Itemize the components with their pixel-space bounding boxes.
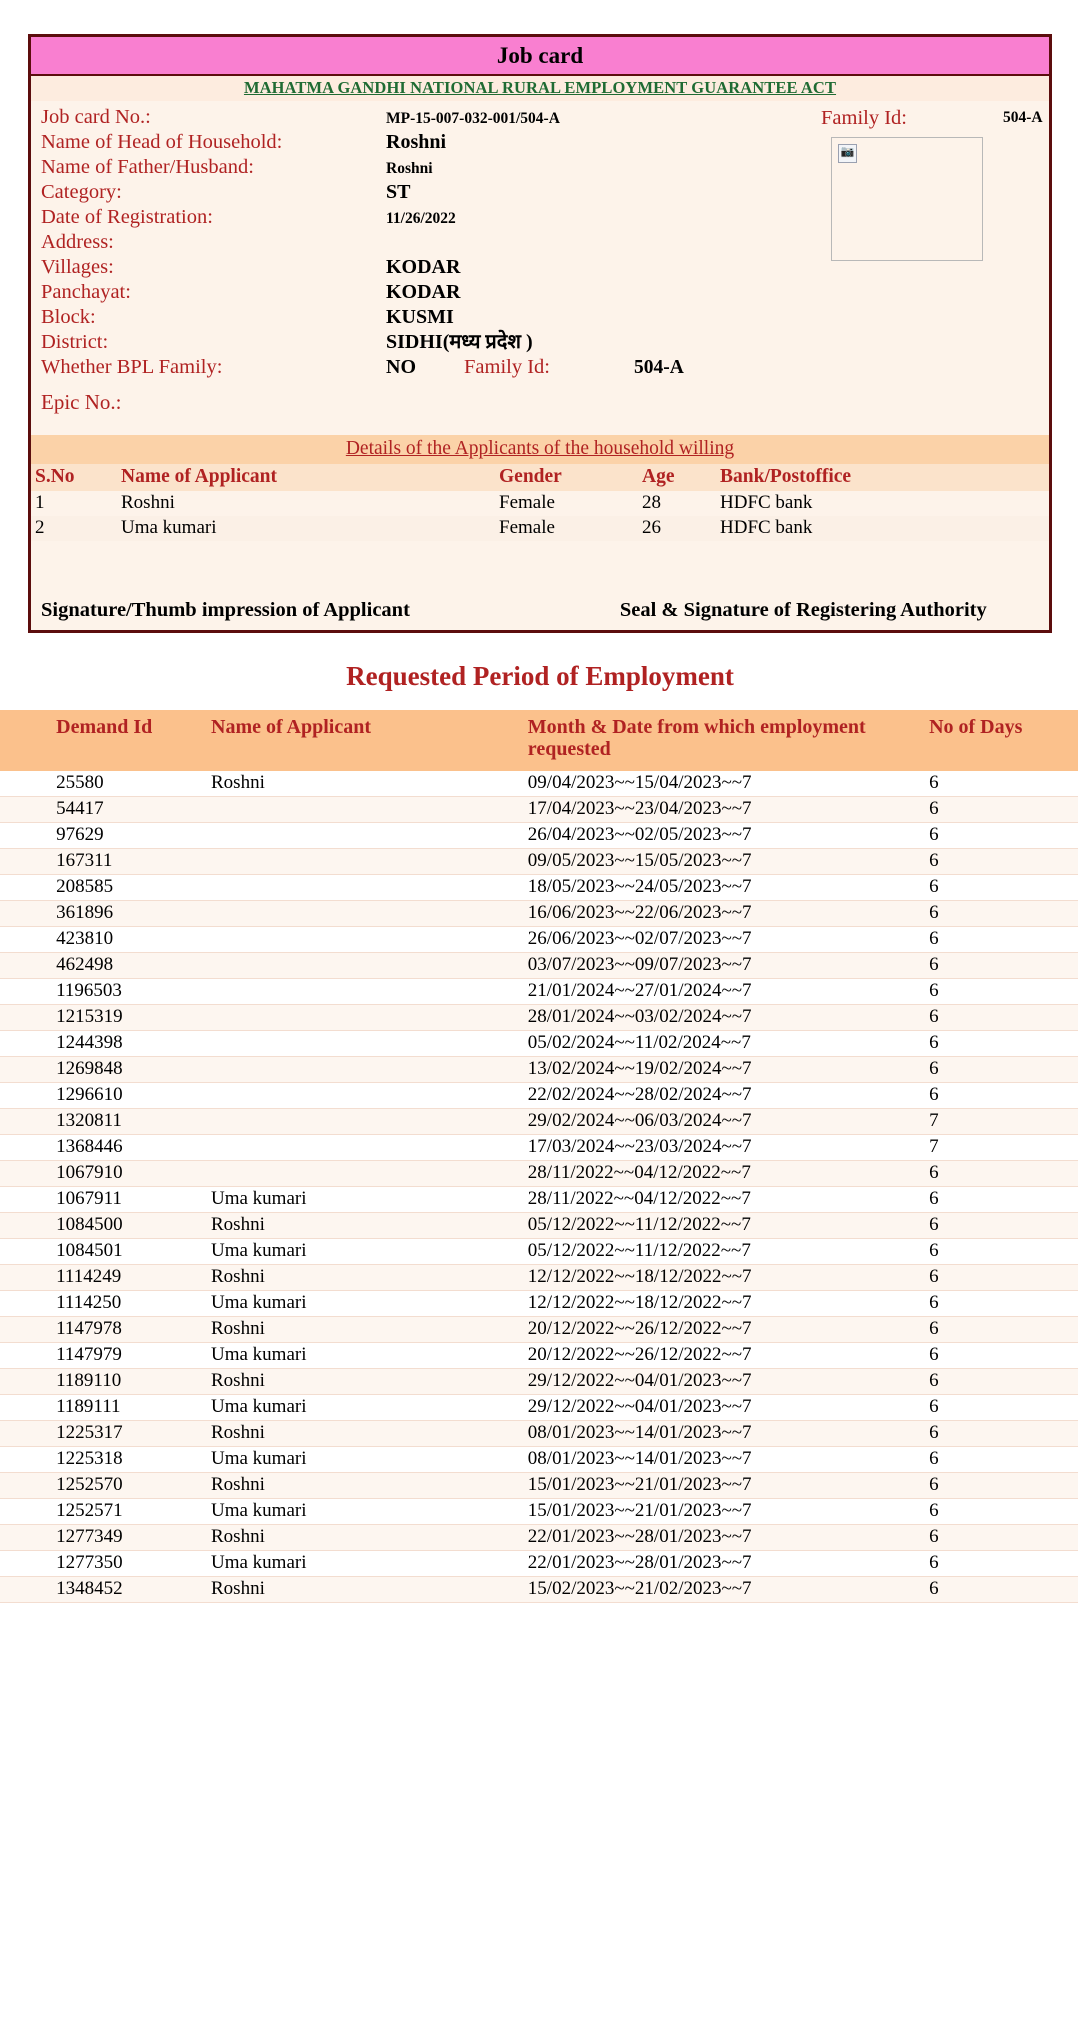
demand-period: 16/06/2023~~22/06/2023~~7 bbox=[522, 900, 923, 926]
demand-sno bbox=[0, 1498, 50, 1524]
field-value: MP-15-007-032-001/504-A bbox=[386, 110, 560, 127]
demand-sno bbox=[0, 952, 50, 978]
bpl-value: NO bbox=[386, 356, 416, 378]
demand-applicant-name: Uma kumari bbox=[205, 1550, 522, 1576]
demand-sno bbox=[0, 1108, 50, 1134]
table-row bbox=[0, 1368, 1078, 1394]
demand-sno bbox=[0, 771, 50, 797]
authority-signature-label: Seal & Signature of Registering Authority bbox=[619, 599, 987, 621]
demand-period: 17/03/2024~~23/03/2024~~7 bbox=[522, 1134, 923, 1160]
demand-applicant-name: Uma kumari bbox=[205, 1238, 522, 1264]
demand-no-of-days: 6 bbox=[923, 1550, 1078, 1576]
demand-applicant-name: Uma kumari bbox=[205, 1342, 522, 1368]
demand-id: 1084501 bbox=[50, 1238, 205, 1264]
demand-sno bbox=[0, 926, 50, 952]
demand-id: 1320811 bbox=[50, 1108, 205, 1134]
demand-no-of-days: 6 bbox=[923, 1472, 1078, 1498]
table-row bbox=[0, 1498, 1078, 1524]
table-row bbox=[0, 1212, 1078, 1238]
demand-id: 1225318 bbox=[50, 1446, 205, 1472]
table-row bbox=[0, 874, 1078, 900]
demand-id: 1277349 bbox=[50, 1524, 205, 1550]
demand-period: 29/12/2022~~04/01/2023~~7 bbox=[522, 1394, 923, 1420]
demand-sno bbox=[0, 1420, 50, 1446]
applicant-name: Roshni bbox=[121, 492, 175, 513]
demand-no-of-days: 6 bbox=[923, 848, 1078, 874]
demand-applicant-name: Roshni bbox=[205, 1472, 522, 1498]
demand-applicant-name: Roshni bbox=[205, 771, 522, 797]
demand-applicant-name: Uma kumari bbox=[205, 1290, 522, 1316]
demand-sno bbox=[0, 978, 50, 1004]
field-value: KUSMI bbox=[386, 306, 454, 328]
demand-sno bbox=[0, 1186, 50, 1212]
demand-id: 1067910 bbox=[50, 1160, 205, 1186]
demand-id: 1189110 bbox=[50, 1368, 205, 1394]
demand-applicant-name bbox=[205, 874, 522, 900]
field-row-district bbox=[41, 330, 1039, 355]
table-row bbox=[0, 1030, 1078, 1056]
demand-no-of-days: 6 bbox=[923, 1576, 1078, 1602]
field-value: SIDHI(मध्य प्रदेश ) bbox=[386, 331, 533, 353]
demand-period: 12/12/2022~~18/12/2022~~7 bbox=[522, 1290, 923, 1316]
demand-id: 1196503 bbox=[50, 978, 205, 1004]
demand-id: 1296610 bbox=[50, 1082, 205, 1108]
field-value: Roshni bbox=[386, 131, 447, 153]
family-id-label: Family Id: bbox=[821, 107, 907, 129]
applicants-col-name: Name of Applicant bbox=[117, 464, 495, 491]
demand-sno bbox=[0, 1056, 50, 1082]
applicants-table bbox=[31, 464, 1049, 541]
demand-no-of-days: 6 bbox=[923, 926, 1078, 952]
field-value: Roshni bbox=[386, 160, 433, 177]
table-row bbox=[0, 1082, 1078, 1108]
bpl-family-id-value: 504-A bbox=[634, 357, 684, 378]
demand-no-of-days: 6 bbox=[923, 1004, 1078, 1030]
demand-id: 1147978 bbox=[50, 1316, 205, 1342]
table-row bbox=[31, 516, 1049, 541]
table-row bbox=[0, 1264, 1078, 1290]
demand-no-of-days: 6 bbox=[923, 1342, 1078, 1368]
table-row bbox=[0, 926, 1078, 952]
demand-id: 1244398 bbox=[50, 1030, 205, 1056]
demand-applicant-name bbox=[205, 1160, 522, 1186]
table-row bbox=[0, 848, 1078, 874]
family-id-value: 504-A bbox=[1003, 109, 1043, 126]
demand-no-of-days: 6 bbox=[923, 1368, 1078, 1394]
demand-applicant-name bbox=[205, 900, 522, 926]
demand-col-no-of-days: No of Days bbox=[923, 710, 1078, 771]
demand-period: 09/05/2023~~15/05/2023~~7 bbox=[522, 848, 923, 874]
demand-applicant-name: Uma kumari bbox=[205, 1394, 522, 1420]
table-row bbox=[0, 1316, 1078, 1342]
demand-id: 1114249 bbox=[50, 1264, 205, 1290]
demand-period: 15/02/2023~~21/02/2023~~7 bbox=[522, 1576, 923, 1602]
demand-no-of-days: 6 bbox=[923, 1446, 1078, 1472]
demand-sno bbox=[0, 796, 50, 822]
demand-no-of-days: 6 bbox=[923, 1498, 1078, 1524]
table-row bbox=[0, 1550, 1078, 1576]
demand-col-period: Month & Date from which employment requested bbox=[522, 710, 923, 771]
demand-id: 423810 bbox=[50, 926, 205, 952]
demand-applicant-name: Roshni bbox=[205, 1264, 522, 1290]
demand-sno bbox=[0, 1368, 50, 1394]
demand-applicant-name bbox=[205, 1056, 522, 1082]
demand-applicant-name: Roshni bbox=[205, 1524, 522, 1550]
applicants-header-row bbox=[31, 464, 1049, 491]
table-row bbox=[0, 1134, 1078, 1160]
field-value: 11/26/2022 bbox=[386, 210, 456, 227]
demand-id: 97629 bbox=[50, 822, 205, 848]
demand-applicant-name bbox=[205, 926, 522, 952]
field-row-bpl bbox=[41, 355, 1039, 380]
demand-no-of-days: 6 bbox=[923, 1082, 1078, 1108]
demand-applicant-name: Roshni bbox=[205, 1368, 522, 1394]
demand-id: 1269848 bbox=[50, 1056, 205, 1082]
field-value: ST bbox=[386, 181, 411, 203]
demand-id: 1189111 bbox=[50, 1394, 205, 1420]
demand-no-of-days: 6 bbox=[923, 1160, 1078, 1186]
applicants-section-heading: Details of the Applicants of the household willing bbox=[31, 435, 1049, 464]
act-heading: MAHATMA GANDHI NATIONAL RURAL EMPLOYMENT GUARANTEE ACT bbox=[31, 76, 1049, 101]
demand-no-of-days: 7 bbox=[923, 1108, 1078, 1134]
demand-applicant-name bbox=[205, 978, 522, 1004]
demand-sno bbox=[0, 848, 50, 874]
demand-period: 20/12/2022~~26/12/2022~~7 bbox=[522, 1342, 923, 1368]
epic-no-label: Epic No.: bbox=[41, 390, 122, 414]
table-row bbox=[0, 900, 1078, 926]
demand-period: 15/01/2023~~21/01/2023~~7 bbox=[522, 1498, 923, 1524]
demand-id: 167311 bbox=[50, 848, 205, 874]
demand-period: 21/01/2024~~27/01/2024~~7 bbox=[522, 978, 923, 1004]
demand-period: 15/01/2023~~21/01/2023~~7 bbox=[522, 1472, 923, 1498]
demand-no-of-days: 6 bbox=[923, 1264, 1078, 1290]
demand-id: 1225317 bbox=[50, 1420, 205, 1446]
demand-sno bbox=[0, 1394, 50, 1420]
table-row bbox=[0, 1524, 1078, 1550]
requested-period-title: Requested Period of Employment bbox=[346, 660, 734, 691]
table-row bbox=[0, 796, 1078, 822]
demand-id: 1084500 bbox=[50, 1212, 205, 1238]
demand-applicant-name: Roshni bbox=[205, 1420, 522, 1446]
demand-sno bbox=[0, 1030, 50, 1056]
demand-period: 18/05/2023~~24/05/2023~~7 bbox=[522, 874, 923, 900]
demand-id: 1348452 bbox=[50, 1576, 205, 1602]
demand-col-applicant-name: Name of Applicant bbox=[205, 710, 522, 771]
demand-no-of-days: 6 bbox=[923, 796, 1078, 822]
applicant-sno: 2 bbox=[31, 516, 117, 541]
demand-no-of-days: 6 bbox=[923, 1290, 1078, 1316]
applicant-gender: Female bbox=[495, 516, 638, 541]
demand-period: 17/04/2023~~23/04/2023~~7 bbox=[522, 796, 923, 822]
demand-applicant-name bbox=[205, 1030, 522, 1056]
bpl-family-id-colon: : bbox=[544, 356, 550, 378]
applicant-signature-label: Signature/Thumb impression of Applicant bbox=[41, 599, 410, 621]
demand-table bbox=[0, 710, 1078, 1603]
applicant-name: Uma kumari bbox=[117, 516, 495, 541]
demand-period: 20/12/2022~~26/12/2022~~7 bbox=[522, 1316, 923, 1342]
table-row bbox=[0, 1108, 1078, 1134]
demand-applicant-name bbox=[205, 1004, 522, 1030]
demand-table-body bbox=[0, 771, 1078, 1603]
table-row bbox=[0, 1446, 1078, 1472]
demand-period: 29/02/2024~~06/03/2024~~7 bbox=[522, 1108, 923, 1134]
demand-applicant-name: Uma kumari bbox=[205, 1186, 522, 1212]
demand-no-of-days: 6 bbox=[923, 900, 1078, 926]
demand-applicant-name bbox=[205, 848, 522, 874]
demand-applicant-name: Roshni bbox=[205, 1576, 522, 1602]
demand-period: 22/02/2024~~28/02/2024~~7 bbox=[522, 1082, 923, 1108]
field-label: Panchayat: bbox=[41, 281, 131, 303]
demand-no-of-days: 6 bbox=[923, 1212, 1078, 1238]
household-photo bbox=[831, 137, 983, 261]
table-row bbox=[0, 1004, 1078, 1030]
table-row bbox=[0, 1576, 1078, 1602]
demand-id: 1067911 bbox=[50, 1186, 205, 1212]
demand-period: 26/06/2023~~02/07/2023~~7 bbox=[522, 926, 923, 952]
demand-period: 29/12/2022~~04/01/2023~~7 bbox=[522, 1368, 923, 1394]
demand-sno bbox=[0, 874, 50, 900]
field-value: KODAR bbox=[386, 256, 461, 278]
demand-period: 05/02/2024~~11/02/2024~~7 bbox=[522, 1030, 923, 1056]
signature-area bbox=[31, 541, 1049, 630]
applicant-bank: HDFC bank bbox=[720, 492, 813, 513]
demand-sno bbox=[0, 1134, 50, 1160]
demand-id: 25580 bbox=[50, 771, 205, 797]
demand-id: 1147979 bbox=[50, 1342, 205, 1368]
demand-sno bbox=[0, 822, 50, 848]
demand-no-of-days: 6 bbox=[923, 1524, 1078, 1550]
demand-period: 22/01/2023~~28/01/2023~~7 bbox=[522, 1524, 923, 1550]
job-card-panel bbox=[28, 34, 1052, 633]
demand-sno bbox=[0, 1004, 50, 1030]
demand-id: 1114250 bbox=[50, 1290, 205, 1316]
applicant-sno: 1 bbox=[35, 492, 45, 513]
field-label: Block: bbox=[41, 306, 96, 328]
demand-period: 28/11/2022~~04/12/2022~~7 bbox=[522, 1186, 923, 1212]
household-info bbox=[31, 101, 1049, 435]
demand-period: 03/07/2023~~09/07/2023~~7 bbox=[522, 952, 923, 978]
field-label: Name of Father/Husband: bbox=[41, 156, 254, 178]
demand-sno bbox=[0, 1446, 50, 1472]
demand-period: 05/12/2022~~11/12/2022~~7 bbox=[522, 1238, 923, 1264]
demand-applicant-name bbox=[205, 822, 522, 848]
demand-sno bbox=[0, 1576, 50, 1602]
field-row-panchayat bbox=[41, 280, 1039, 305]
demand-sno bbox=[0, 1316, 50, 1342]
field-row-block bbox=[41, 305, 1039, 330]
demand-applicant-name: Uma kumari bbox=[205, 1498, 522, 1524]
table-row bbox=[0, 1186, 1078, 1212]
field-label: Address: bbox=[41, 231, 114, 253]
demand-applicant-name bbox=[205, 952, 522, 978]
demand-applicant-name: Roshni bbox=[205, 1212, 522, 1238]
demand-sno bbox=[0, 900, 50, 926]
applicants-col-bank: Bank/Postoffice bbox=[716, 464, 1049, 491]
demand-id: 1252571 bbox=[50, 1498, 205, 1524]
demand-sno bbox=[0, 1238, 50, 1264]
demand-id: 361896 bbox=[50, 900, 205, 926]
demand-period: 22/01/2023~~28/01/2023~~7 bbox=[522, 1550, 923, 1576]
demand-applicant-name bbox=[205, 1134, 522, 1160]
demand-applicant-name bbox=[205, 1108, 522, 1134]
applicants-col-age: Age bbox=[638, 464, 716, 491]
demand-applicant-name: Roshni bbox=[205, 1316, 522, 1342]
demand-no-of-days: 6 bbox=[923, 1030, 1078, 1056]
demand-sno bbox=[0, 1212, 50, 1238]
table-row bbox=[0, 978, 1078, 1004]
demand-sno bbox=[0, 1342, 50, 1368]
table-row bbox=[0, 1342, 1078, 1368]
demand-id: 54417 bbox=[50, 796, 205, 822]
demand-no-of-days: 6 bbox=[923, 822, 1078, 848]
demand-no-of-days: 7 bbox=[923, 1134, 1078, 1160]
applicant-age: 28 bbox=[642, 492, 661, 513]
demand-period: 08/01/2023~~14/01/2023~~7 bbox=[522, 1420, 923, 1446]
demand-id: 1277350 bbox=[50, 1550, 205, 1576]
demand-no-of-days: 6 bbox=[923, 1186, 1078, 1212]
table-row bbox=[0, 1160, 1078, 1186]
demand-period: 09/04/2023~~15/04/2023~~7 bbox=[522, 771, 923, 797]
demand-period: 28/01/2024~~03/02/2024~~7 bbox=[522, 1004, 923, 1030]
demand-no-of-days: 6 bbox=[923, 1316, 1078, 1342]
demand-col-sno bbox=[0, 710, 50, 771]
field-label: Villages: bbox=[41, 256, 114, 278]
field-label: District: bbox=[41, 331, 109, 353]
table-row bbox=[0, 771, 1078, 797]
demand-id: 1252570 bbox=[50, 1472, 205, 1498]
demand-sno bbox=[0, 1264, 50, 1290]
bpl-family-id-text: Family Id bbox=[464, 356, 545, 378]
demand-period: 28/11/2022~~04/12/2022~~7 bbox=[522, 1160, 923, 1186]
applicant-gender: Female bbox=[499, 492, 555, 513]
demand-id: 1368446 bbox=[50, 1134, 205, 1160]
field-label: Job card No.: bbox=[41, 106, 151, 128]
bpl-family-id-label bbox=[464, 355, 550, 380]
table-row bbox=[0, 1394, 1078, 1420]
demand-no-of-days: 6 bbox=[923, 1394, 1078, 1420]
job-card-title: Job card bbox=[31, 37, 1049, 76]
table-row bbox=[31, 491, 1049, 516]
field-value: KODAR bbox=[386, 281, 461, 303]
demand-sno bbox=[0, 1290, 50, 1316]
demand-no-of-days: 6 bbox=[923, 1420, 1078, 1446]
table-row bbox=[0, 1472, 1078, 1498]
demand-col-demand-id: Demand Id bbox=[50, 710, 205, 771]
demand-id: 1215319 bbox=[50, 1004, 205, 1030]
demand-period: 13/02/2024~~19/02/2024~~7 bbox=[522, 1056, 923, 1082]
table-row bbox=[0, 952, 1078, 978]
demand-table-scroll[interactable] bbox=[0, 710, 1080, 1603]
demand-sno bbox=[0, 1550, 50, 1576]
field-label: Category: bbox=[41, 181, 122, 203]
table-row bbox=[0, 1420, 1078, 1446]
demand-sno bbox=[0, 1082, 50, 1108]
demand-sno bbox=[0, 1160, 50, 1186]
demand-no-of-days: 6 bbox=[923, 952, 1078, 978]
demand-no-of-days: 6 bbox=[923, 1238, 1078, 1264]
demand-id: 462498 bbox=[50, 952, 205, 978]
table-row bbox=[0, 1290, 1078, 1316]
broken-image-icon: 📷 bbox=[838, 144, 857, 163]
demand-period: 26/04/2023~~02/05/2023~~7 bbox=[522, 822, 923, 848]
demand-sno bbox=[0, 1472, 50, 1498]
table-row bbox=[0, 1238, 1078, 1264]
demand-no-of-days: 6 bbox=[923, 1056, 1078, 1082]
demand-no-of-days: 6 bbox=[923, 978, 1078, 1004]
table-row bbox=[0, 1056, 1078, 1082]
bpl-label: Whether BPL Family: bbox=[41, 356, 223, 378]
demand-id: 208585 bbox=[50, 874, 205, 900]
applicant-age: 26 bbox=[638, 516, 716, 541]
demand-header-row bbox=[0, 710, 1078, 771]
table-row bbox=[0, 822, 1078, 848]
applicant-bank: HDFC bank bbox=[716, 516, 1049, 541]
demand-applicant-name bbox=[205, 796, 522, 822]
applicants-col-sno: S.No bbox=[31, 464, 117, 491]
field-label: Date of Registration: bbox=[41, 206, 213, 228]
field-label: Name of Head of Household: bbox=[41, 131, 283, 153]
applicants-col-gender: Gender bbox=[495, 464, 638, 491]
demand-sno bbox=[0, 1524, 50, 1550]
demand-applicant-name: Uma kumari bbox=[205, 1446, 522, 1472]
demand-period: 12/12/2022~~18/12/2022~~7 bbox=[522, 1264, 923, 1290]
demand-applicant-name bbox=[205, 1082, 522, 1108]
demand-period: 05/12/2022~~11/12/2022~~7 bbox=[522, 1212, 923, 1238]
demand-period: 08/01/2023~~14/01/2023~~7 bbox=[522, 1446, 923, 1472]
demand-no-of-days: 6 bbox=[923, 771, 1078, 797]
demand-no-of-days: 6 bbox=[923, 874, 1078, 900]
